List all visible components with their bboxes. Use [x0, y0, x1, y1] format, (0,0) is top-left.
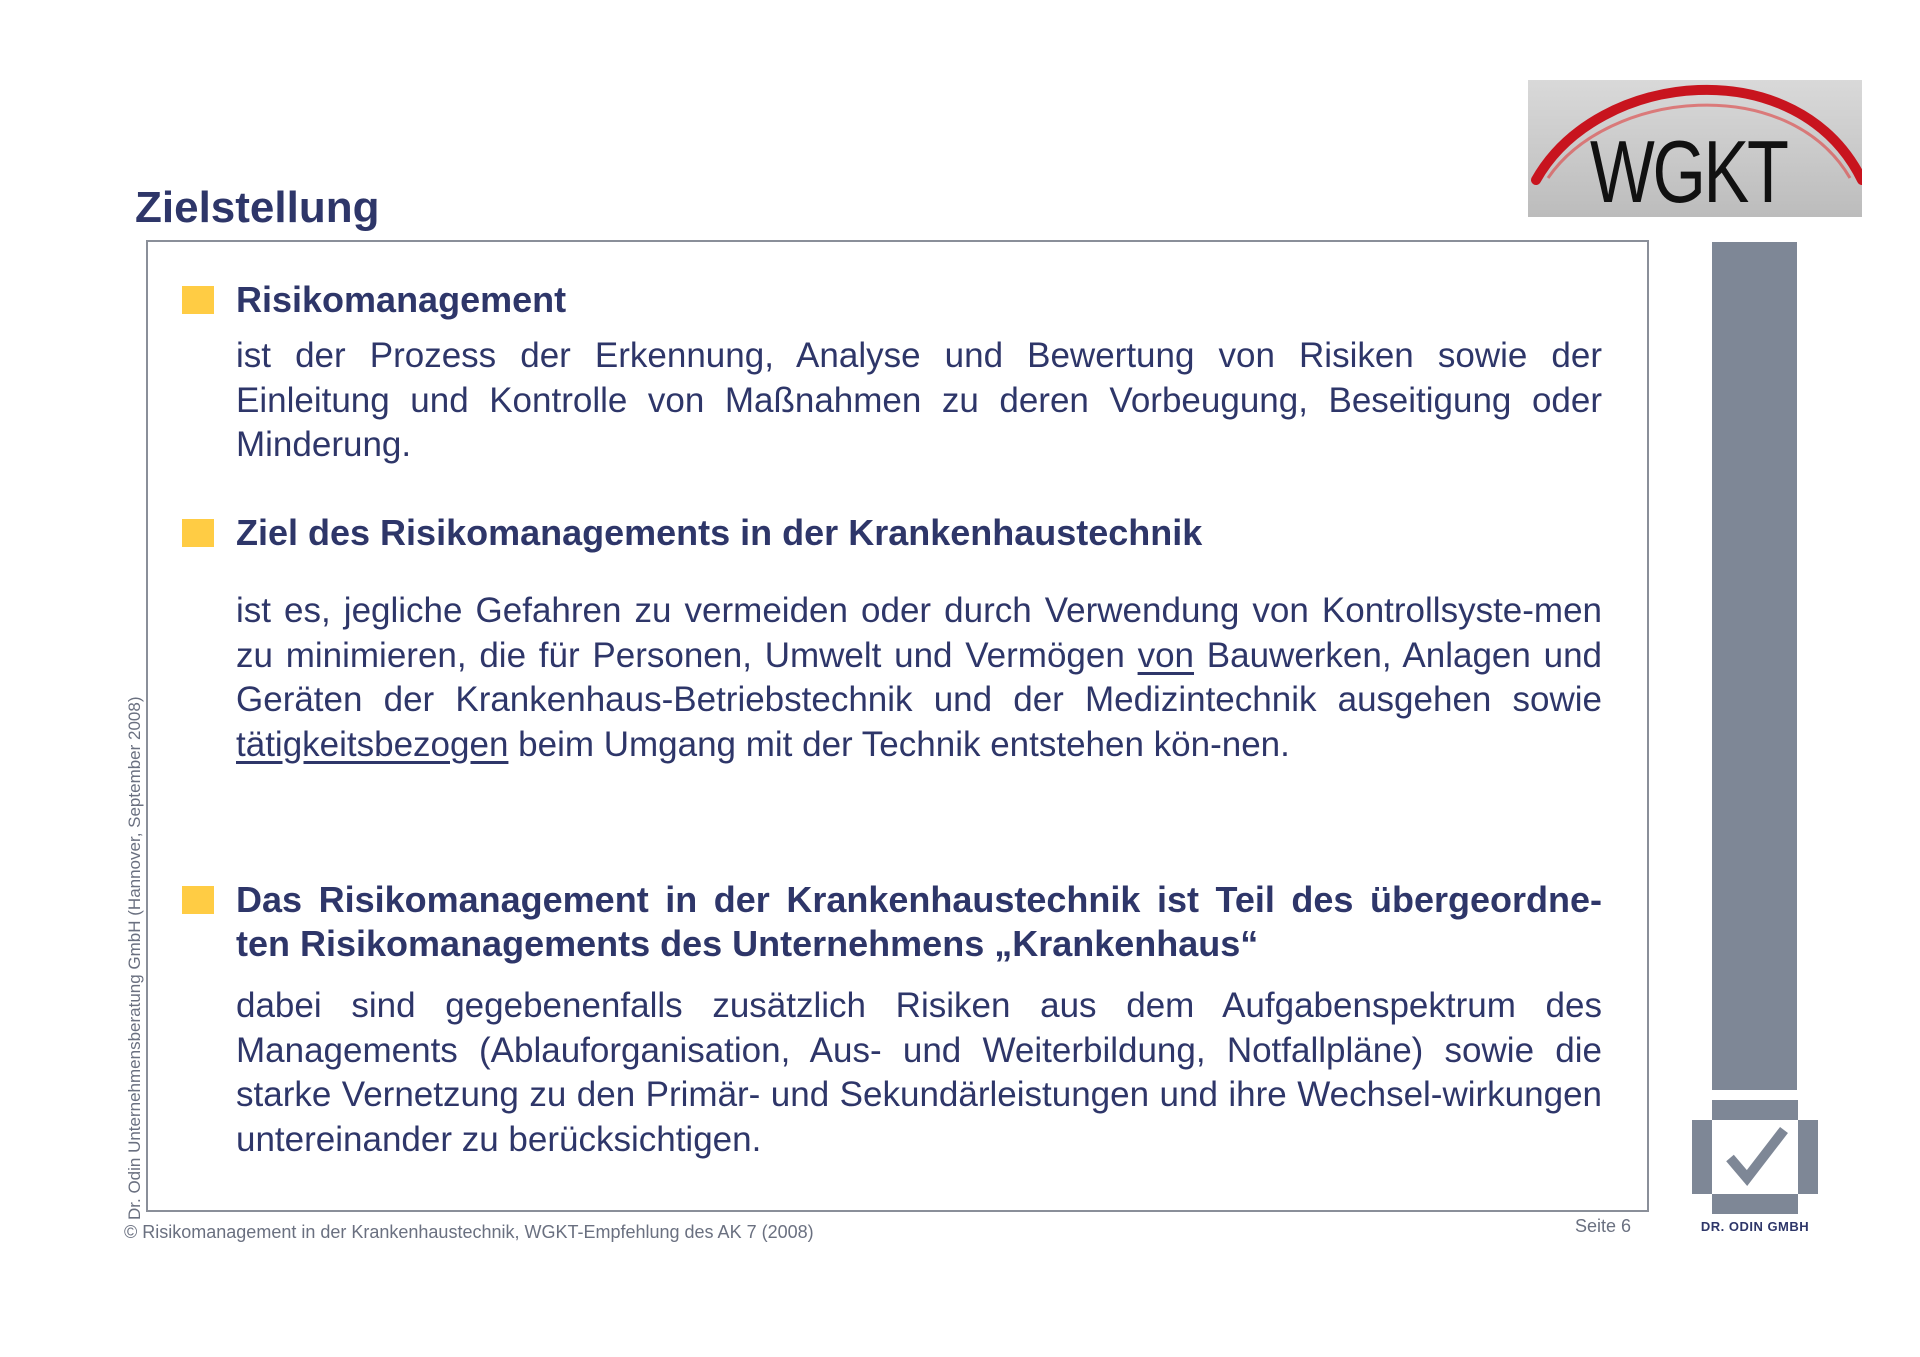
- body-text-part: beim Umgang mit der Technik entstehen kön-nen.: [508, 724, 1290, 764]
- odin-checkmark-logo-icon: [1692, 1100, 1818, 1214]
- footer-text: © Risikomanagement in der Krankenhaustechnik, WGKT-Empfehlung des AK 7 (2008): [124, 1222, 814, 1242]
- wgkt-logo-text: WGKT: [1590, 122, 1787, 217]
- section-heading: Ziel des Risikomanagements in der Krankenhaustechnik: [236, 512, 1203, 553]
- odin-label: DR. ODIN GMBH: [1700, 1219, 1810, 1234]
- page-title: Zielstellung: [135, 183, 380, 232]
- wgkt-logo: [1528, 80, 1862, 217]
- underlined-word-von: von: [1137, 635, 1195, 675]
- body-text-part: Bauwerken, Anlagen und Geräten der Krankenhaus-Betriebstechnik und der Medizintechnik ausgehen sowie: [236, 635, 1603, 719]
- page-number: Seite 6: [1575, 1216, 1632, 1236]
- bullet-square: [182, 519, 214, 547]
- section-body: dabei sind gegebenenfalls zusätzlich Risiken aus dem Aufgabenspektrum des Managements (Ablauforganisation, Aus- und Weiterbildung, Notfallpläne) sowie die starke Vernetzung zu den Primär- und Sekundärleistungen und ihre Wechsel-wirkungen untereinander zu berücksichtigen.: [236, 986, 1602, 1159]
- sidebar-bar: [1712, 242, 1797, 1090]
- underlined-word-taetigkeitsbezogen: tätigkeitsbezogen: [236, 724, 509, 764]
- section-body: ist der Prozess der Erkennung, Analyse und Bewertung von Risiken sowie der Einleitung und Kontrolle von Maßnahmen zu deren Vorbeugung, Beseitigung oder Minderung.: [236, 336, 1602, 464]
- section-heading: Risikomanagement: [236, 279, 567, 320]
- bullet-square: [182, 286, 214, 314]
- section-heading: Das Risikomanagement in der Krankenhaustechnik ist Teil des übergeordne-ten Risikomanagements des Unternehmens „Krankenhaus“: [236, 879, 1602, 964]
- section-teil-des-unternehmens: [236, 878, 1602, 1162]
- bullet-square: [182, 886, 214, 914]
- section-risikomanagement: [236, 278, 1602, 468]
- section-body: [236, 589, 1602, 767]
- section-ziel: [236, 511, 1602, 767]
- body-text-part: ist es, jegliche Gefahren zu vermeiden oder durch Verwendung von Kontrollsyste-men zu minimieren, die für Personen, Umwelt und Vermögen: [236, 591, 1602, 675]
- vertical-copyright: Dr. Odin Unternehmensberatung GmbH (Hannover, September 2008): [125, 696, 144, 1220]
